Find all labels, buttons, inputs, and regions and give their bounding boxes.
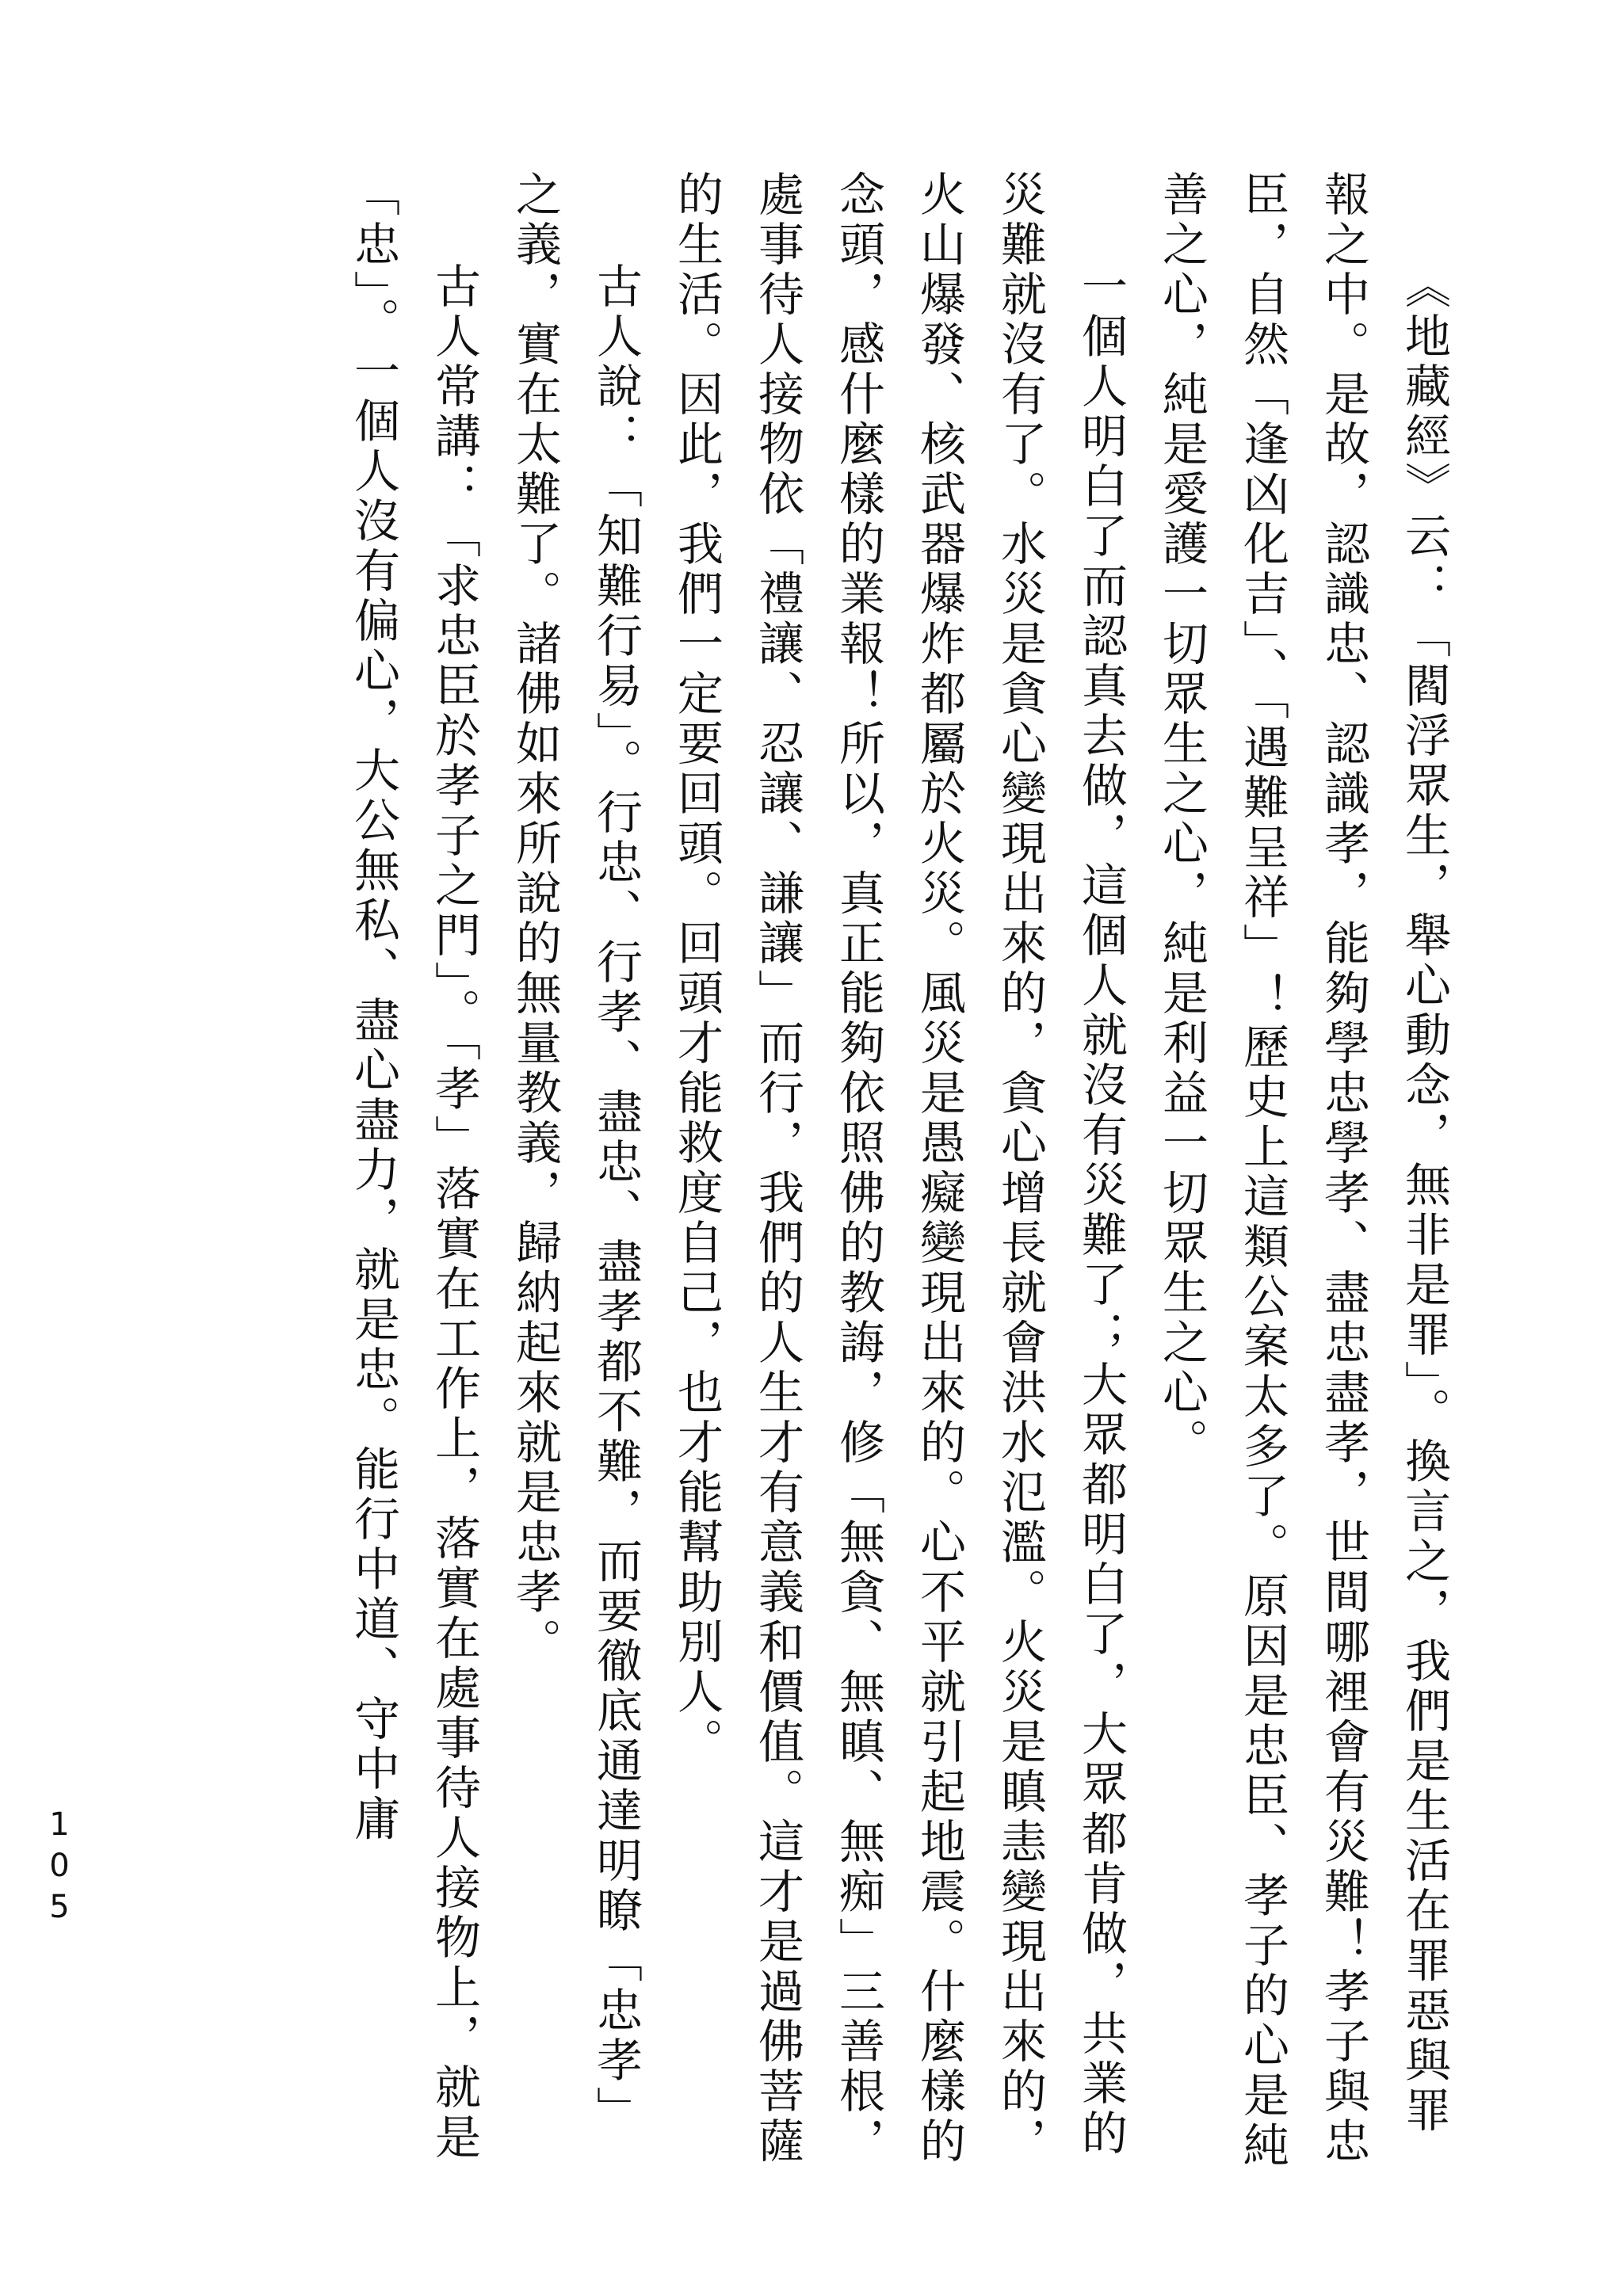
body-text xyxy=(333,170,1465,2175)
paragraph-know-hard-act-easy: 古人說：「知難行易」。行忠、行孝、盡忠、盡孝都不難，而要徹底通達明瞭「忠孝」之義，實在太難了。諸佛如來所說的無量教義，歸納起來就是忠孝。 xyxy=(508,170,643,2136)
page-number: 105 xyxy=(41,1806,78,1930)
paragraph-loyal-minister: 古人常講：「求忠臣於孝子之門」。「孝」落實在工作上，落實在處事待人接物上，就是「忠」。一個人沒有偏心，大公無私、盡心盡力，就是忠。能行中道、守中庸 xyxy=(346,170,481,2163)
paragraph-dizang-quote: 《地藏經》云：「閻浮眾生，舉心動念，無非是罪」。換言之，我們是生活在罪惡與罪報之中。是故，認識忠、認識孝，能夠學忠學孝、盡忠盡孝，世間哪裡會有災難！孝子與忠臣，自然「逢凶化吉」、「遇難呈祥」！歷史上這類公案太多了。原因是忠臣、孝子的心是純善之心，純是愛護一切眾生之心，純是利益一切眾生之心。 xyxy=(1155,170,1451,2171)
paragraph-disasters: 一個人明白了而認真去做，這個人就沒有災難了；大眾都明白了，大眾都肯做，共業的災難就沒有了。水災是貪心變現出來的，貪心增長就會洪水氾濫。火災是瞋恚變現出來的，火山爆發、核武器爆炸都屬於火災。風災是愚癡變現出來的。心不平就引起地震。什麼樣的念頭，感什麼樣的業報！所以，真正能夠依照佛的教誨，修「無貪、無瞋、無痴」三善根，處事待人接物依「禮讓、忍讓、謙讓」而行，我們的人生才有意義和價值。這才是過佛菩薩的生活。因此，我們一定要回頭。回頭才能救度自己，也才能幫助別人。 xyxy=(670,170,1128,2167)
